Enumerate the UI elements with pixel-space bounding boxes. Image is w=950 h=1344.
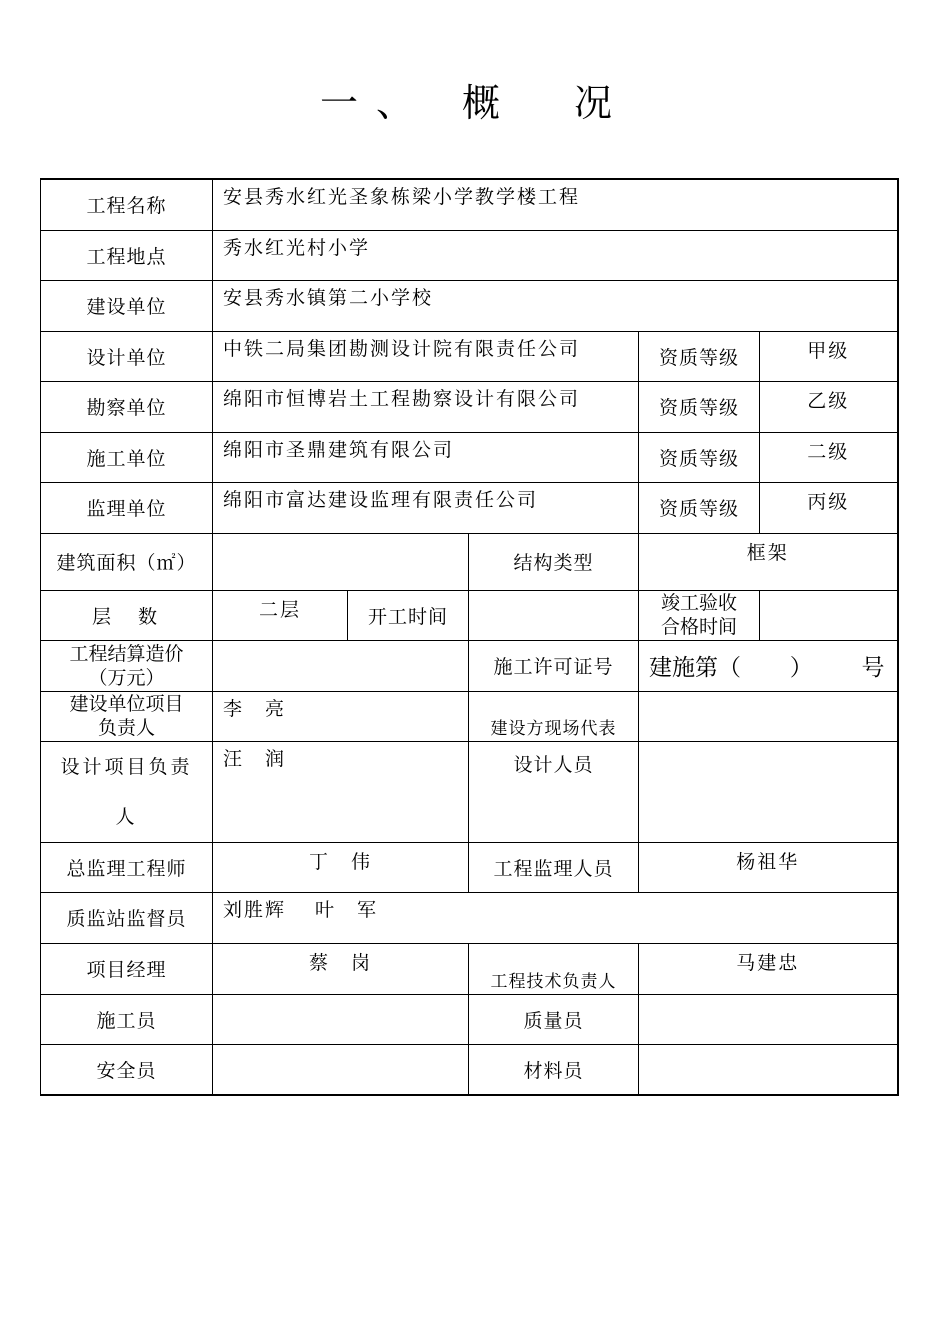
supervision-staff-label: 工程监理人员 (469, 842, 639, 892)
permit-mid: ） (789, 655, 813, 681)
project-manager-label: 项目经理 (41, 943, 213, 994)
permit-prefix: 建施第（ (649, 655, 741, 681)
permit-value[interactable] (639, 640, 898, 691)
row-project-manager (41, 943, 898, 994)
row-settlement (41, 640, 898, 691)
floors-label: 层 数 (41, 590, 213, 640)
quality-staff-value[interactable] (639, 994, 898, 1044)
builder-unit-label: 施工单位 (41, 432, 213, 482)
designers-value[interactable] (639, 741, 898, 842)
supervision-grade-value[interactable]: 丙级 (760, 482, 898, 533)
completion-time-label-line2: 合格时间 (660, 616, 737, 638)
construction-unit-label: 建设单位 (41, 280, 213, 331)
permit-suffix: 号 (861, 655, 885, 681)
supervision-unit-value[interactable]: 绵阳市富达建设监理有限责任公司 (213, 482, 639, 533)
row-safety-staff (41, 1044, 898, 1095)
structure-type-value[interactable]: 框架 (639, 533, 898, 590)
survey-unit-value[interactable]: 绵阳市恒博岩土工程勘察设计有限公司 (213, 381, 639, 432)
floors-value[interactable]: 二层 (213, 590, 348, 640)
design-pm-value[interactable]: 汪 润 (213, 741, 469, 842)
row-project-location (41, 230, 898, 280)
row-owner-pm (41, 691, 898, 741)
settlement-value[interactable] (213, 640, 469, 691)
tech-lead-label: 工程技术负责人 (469, 943, 639, 994)
start-time-value[interactable] (469, 590, 639, 640)
supervision-staff-value[interactable]: 杨祖华 (639, 842, 898, 892)
settlement-label-line2: （万元） (88, 666, 165, 689)
row-builder-staff (41, 994, 898, 1044)
builder-staff-value[interactable] (213, 994, 469, 1044)
owner-pm-label (41, 691, 213, 741)
building-area-label: 建筑面积（㎡） (41, 533, 213, 590)
row-project-name (41, 179, 898, 230)
survey-grade-value[interactable]: 乙级 (760, 381, 898, 432)
project-manager-value[interactable]: 蔡 岗 (213, 943, 469, 994)
quality-staff-label: 质量员 (469, 994, 639, 1044)
survey-unit-label: 勘察单位 (41, 381, 213, 432)
quality-inspector-value[interactable]: 刘胜辉 叶 军 (213, 892, 898, 943)
project-name-value[interactable]: 安县秀水红光圣象栋梁小学教学楼工程 (213, 179, 898, 230)
design-unit-label: 设计单位 (41, 331, 213, 381)
project-location-label: 工程地点 (41, 230, 213, 280)
site-rep-label: 建设方现场代表 (469, 691, 639, 741)
safety-staff-label: 安全员 (41, 1044, 213, 1095)
building-area-value[interactable] (213, 533, 469, 590)
row-quality-inspector (41, 892, 898, 943)
completion-time-value[interactable] (760, 590, 898, 640)
row-building-area (41, 533, 898, 590)
builder-grade-value[interactable]: 二级 (760, 432, 898, 482)
supervision-unit-label: 监理单位 (41, 482, 213, 533)
settlement-label-line1: 工程结算造价 (69, 642, 184, 665)
tech-lead-value[interactable]: 马建忠 (639, 943, 898, 994)
project-location-value[interactable]: 秀水红光村小学 (213, 230, 898, 280)
supervision-grade-label: 资质等级 (639, 482, 760, 533)
permit-label: 施工许可证号 (469, 640, 639, 691)
project-name-label: 工程名称 (41, 179, 213, 230)
settlement-label (41, 640, 213, 691)
completion-time-label (639, 590, 760, 640)
row-survey-unit (41, 381, 898, 432)
design-grade-label: 资质等级 (639, 331, 760, 381)
completion-time-label-line1: 竣工验收 (660, 592, 737, 614)
chief-supervisor-value[interactable]: 丁 伟 (213, 842, 469, 892)
builder-staff-label: 施工员 (41, 994, 213, 1044)
owner-pm-label-line2: 负责人 (97, 717, 155, 739)
designers-label: 设计人员 (469, 741, 639, 842)
row-builder-unit (41, 432, 898, 482)
row-supervision-unit (41, 482, 898, 533)
design-pm-label: 设计项目负责人 (41, 741, 213, 842)
row-chief-supervisor (41, 842, 898, 892)
design-grade-value[interactable]: 甲级 (760, 331, 898, 381)
row-design-pm (41, 741, 898, 842)
project-overview-table (40, 178, 899, 1096)
row-construction-unit (41, 280, 898, 331)
start-time-label: 开工时间 (348, 590, 469, 640)
construction-unit-value[interactable]: 安县秀水镇第二小学校 (213, 280, 898, 331)
design-unit-value[interactable]: 中铁二局集团勘测设计院有限责任公司 (213, 331, 639, 381)
material-staff-label: 材料员 (469, 1044, 639, 1095)
site-rep-value[interactable] (639, 691, 898, 741)
material-staff-value[interactable] (639, 1044, 898, 1095)
page-title: 一、 概 况 (319, 81, 631, 125)
quality-inspector-label: 质监站监督员 (41, 892, 213, 943)
builder-grade-label: 资质等级 (639, 432, 760, 482)
row-floors (41, 590, 898, 640)
row-design-unit (41, 331, 898, 381)
owner-pm-value[interactable]: 李 亮 (213, 691, 469, 741)
chief-supervisor-label: 总监理工程师 (41, 842, 213, 892)
builder-unit-value[interactable]: 绵阳市圣鼎建筑有限公司 (213, 432, 639, 482)
owner-pm-label-line1: 建设单位项目 (69, 693, 184, 715)
structure-type-label: 结构类型 (469, 533, 639, 590)
safety-staff-value[interactable] (213, 1044, 469, 1095)
survey-grade-label: 资质等级 (639, 381, 760, 432)
